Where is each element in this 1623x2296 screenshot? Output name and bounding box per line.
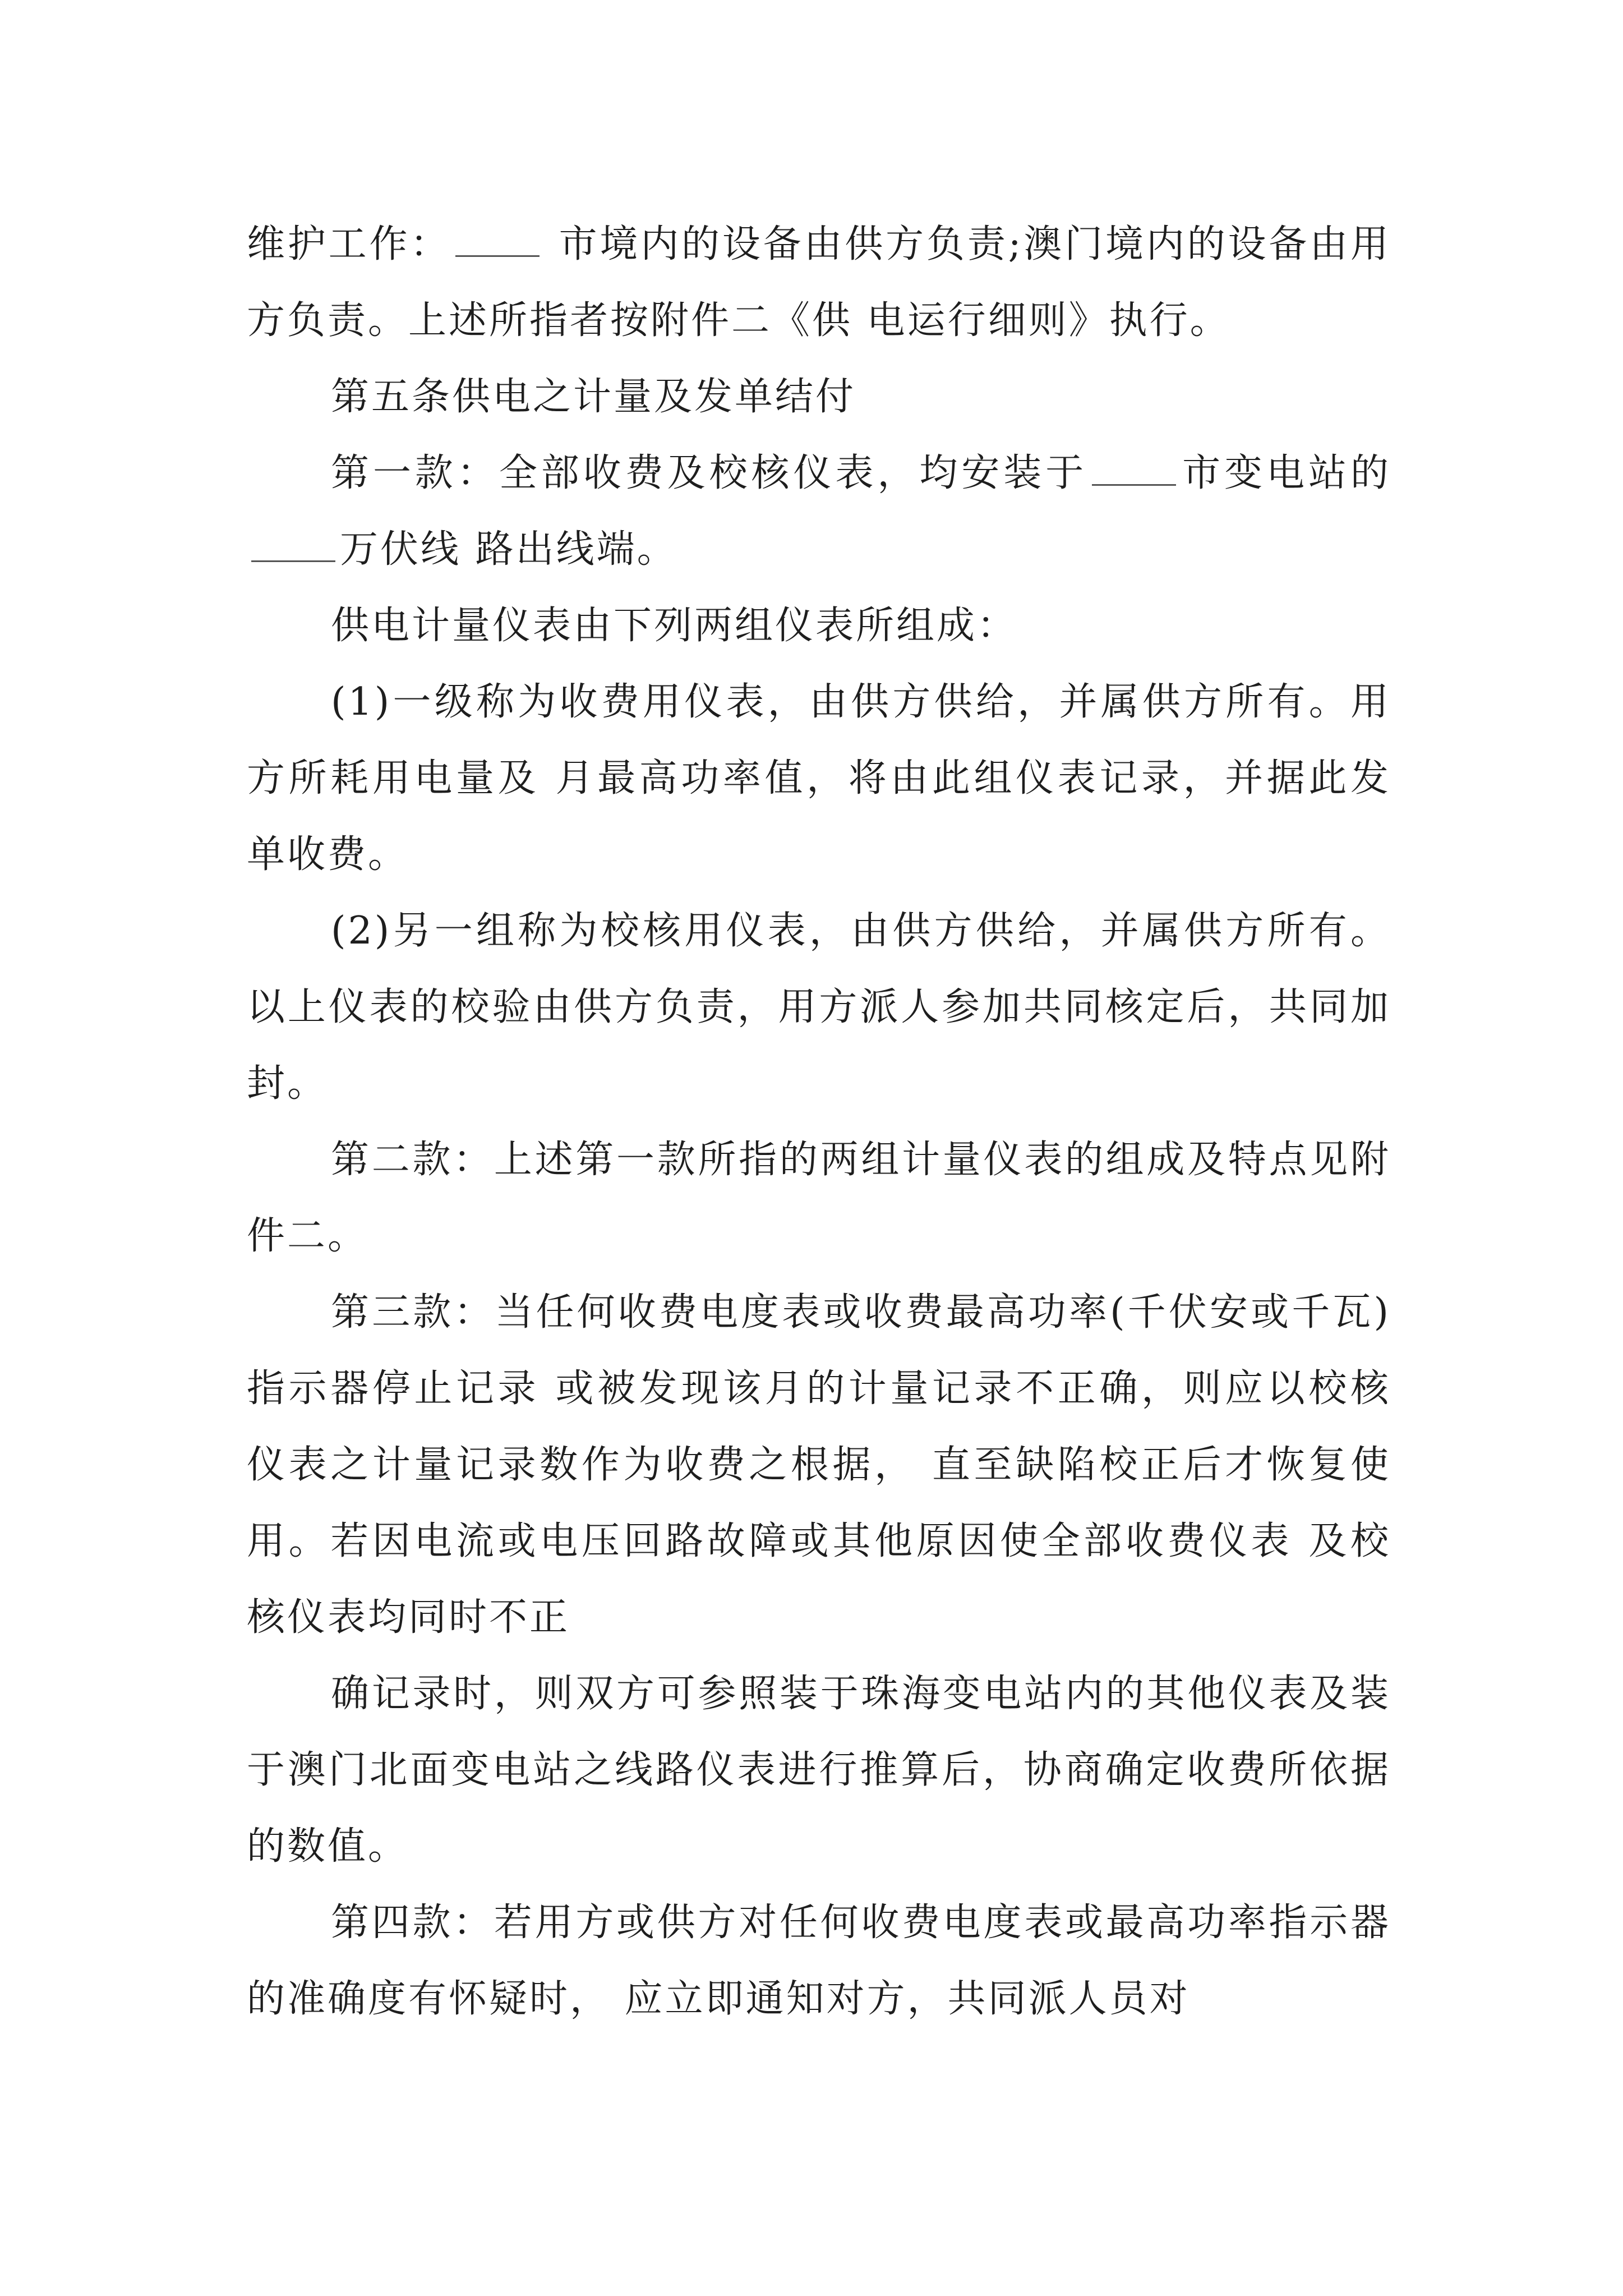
paragraph-item-1 bbox=[247, 664, 1391, 893]
text-segment: 第四款：若用方或供方对任何收费电度表或最高功率指示器的准确度有怀疑时， 应立即通知对方，共同派人员对 bbox=[247, 1901, 1391, 2021]
paragraph-clause-1 bbox=[247, 435, 1391, 588]
paragraph-clause-3-continued bbox=[247, 1656, 1391, 1885]
paragraph-clause-3 bbox=[247, 1274, 1391, 1656]
text-segment: 市变电站的 bbox=[1181, 451, 1391, 495]
text-segment: 第三款：当任何收费电度表或收费最高功率(千伏安或千瓦)指示器停止记录 或被发现该月的计量记录不正确，则应以校核仪表之计量记录数作为收费之根据， 直至缺陷校正后才恢复使用。若因电流或电压回路故障或其他原因使全部收费仪表 及校核仪表均同时不正 bbox=[247, 1290, 1391, 1640]
paragraph-meter-groups bbox=[247, 588, 1391, 664]
text-segment: 维护工作： bbox=[247, 222, 451, 266]
text-segment: 第五条供电之计量及发单结付 bbox=[331, 375, 856, 419]
text-segment: 万伏线 路出线端。 bbox=[340, 527, 677, 572]
document-body bbox=[247, 206, 1391, 2037]
text-segment: 第一款：全部收费及校核仪表，均安装于 bbox=[331, 451, 1088, 495]
text-segment: (1)一级称为收费用仪表，由供方供给，并属供方所有。用方所耗用电量及 月最高功率值，将由此组仪表记录，并据此发单收费。 bbox=[247, 680, 1391, 877]
paragraph-item-2 bbox=[247, 893, 1391, 1122]
paragraph-clause-2 bbox=[247, 1122, 1391, 1274]
fill-in-blank bbox=[1092, 450, 1176, 486]
fill-in-blank bbox=[455, 222, 540, 257]
paragraph-maintenance bbox=[247, 206, 1391, 359]
text-segment: (2)另一组称为校核用仪表，由供方供给，并属供方所有。 以上仪表的校验由供方负责，用方派人参加共同核定后，共同加封。 bbox=[247, 909, 1391, 1106]
text-segment: 确记录时，则双方可参照装于珠海变电站内的其他仪表及装 于澳门北面变电站之线路仪表进行推算后，协商确定收费所依据的数值。 bbox=[247, 1672, 1391, 1869]
article-5-heading bbox=[247, 359, 1391, 435]
paragraph-clause-4 bbox=[247, 1885, 1391, 2037]
text-segment: 市境内的设备由供方负责;澳门境内的设备由用方负责。上述所指者按附件二《供 电运行细则》执行。 bbox=[247, 222, 1391, 343]
fill-in-blank bbox=[251, 527, 335, 562]
text-segment: 供电计量仪表由下列两组仪表所组成： bbox=[331, 604, 1018, 648]
text-segment: 第二款：上述第一款所指的两组计量仪表的组成及特点见附件二。 bbox=[247, 1138, 1391, 1258]
